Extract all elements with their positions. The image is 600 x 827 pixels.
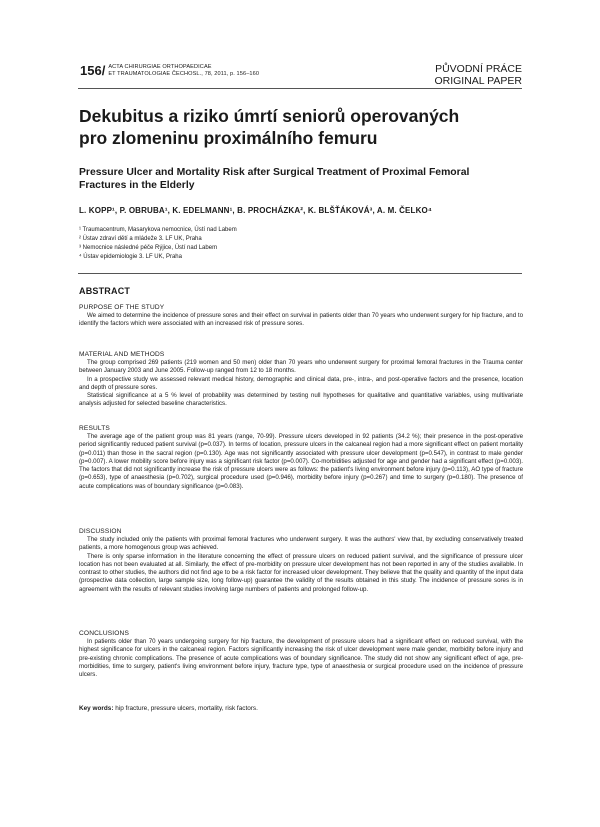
article-title bbox=[79, 106, 529, 149]
methods-heading: MATERIAL AND METHODS bbox=[79, 351, 165, 358]
article-type-cz: PŮVODNÍ PRÁCE bbox=[435, 63, 522, 75]
english-title bbox=[79, 166, 529, 192]
discussion-text bbox=[79, 536, 523, 594]
conclusions-paragraph: In patients older than 70 years undergoing surgery for hip fracture, the development of pressure ulcers had a significant effect on reduced survival, with the highest significance for ulcers in the calcaneal region. Factors significantly increasing the risk of ulcer development were male gender, morbidity before injury and pre-existing chronic complications. The presence of acute complications was of boundary significance. The study did not show any significant effect of age, pre-morbidities, time to surgery, patient's living environment before injury, fracture type, type of anaesthesia or surgical procedure used on the incidence of pressure ulcers. bbox=[79, 638, 523, 679]
keywords bbox=[79, 705, 258, 713]
methods-text bbox=[79, 359, 523, 409]
discussion-heading: DISCUSSION bbox=[79, 528, 122, 535]
article-type bbox=[434, 63, 522, 87]
discussion-paragraph-1: The study included only the patients with proximal femoral fractures who underwent surgery. It was the authors' view that, by excluding conservatively treated patients, a more homogenous group was achieved. bbox=[79, 536, 523, 552]
article-type-en: ORIGINAL PAPER bbox=[434, 75, 522, 87]
affiliation-4: ⁴ Ústav epidemiologie 3. LF UK, Praha bbox=[79, 254, 182, 260]
affiliation-2: ² Ústav zdraví dětí a mládeže 3. LF UK, Praha bbox=[79, 236, 202, 242]
author-list: L. KOPP¹, P. OBRUBA¹, K. EDELMANN¹, B. PROCHÁZKA², K. BLŠŤÁKOVÁ³, A. M. ČELKO⁴ bbox=[79, 206, 432, 215]
affiliation-3: ³ Nemocnice následné péče Rýjice, Ústí nad Labem bbox=[79, 245, 218, 251]
purpose-text bbox=[79, 312, 523, 329]
methods-paragraph-2: In a prospective study we assessed relevant medical history, demographic and clinical data, pre-, intra-, and post-operative factors and the presence, location and depth of pressure sores. bbox=[79, 375, 523, 391]
english-title-line-2: Fractures in the Elderly bbox=[79, 180, 195, 192]
purpose-heading: PURPOSE OF THE STUDY bbox=[79, 304, 165, 311]
keywords-label: Key words: bbox=[79, 705, 114, 712]
title-line-1: Dekubitus a riziko úmrtí seniorů operovaných bbox=[79, 106, 460, 126]
results-text bbox=[79, 433, 523, 491]
methods-paragraph-3: Statistical significance at a 5 % level of probability was determined by testing null hypotheses for qualitative and quantitative variables, using multivariate analysis adjusted for selected baseline characteristics. bbox=[79, 392, 523, 408]
conclusions-heading: CONCLUSIONS bbox=[79, 630, 130, 637]
journal-header bbox=[80, 64, 259, 78]
conclusions-text bbox=[79, 638, 523, 679]
journal-line-2: ET TRAUMATOLOGIAE ČECHOSL., 78, 2011, p. 156–160 bbox=[108, 70, 260, 77]
abstract-rule bbox=[78, 273, 522, 274]
results-heading: RESULTS bbox=[79, 425, 110, 432]
page-number: 156/ bbox=[80, 63, 106, 78]
results-paragraph: The average age of the patient group was 81 years (range, 70-99). Pressure ulcers developed in 92 patients (34.2 %); their presence in the post-operative period significantly reduced patient survival (p=0.037). In terms of location, pressure ulcers in the calcaneal region had a more significant effect on patient mortality (p=0.011) than those in the sacral region (p=0.130). Age was not significantly associated with pressure ulcer development (p=0.547), in contrast to male gender (p=0.007). A lower mobility score before injury was a significant risk factor (p=0.007). Co-morbidities adjusted for age and gender had a significant effect (p=0.003). The factors that did not significantly increase the risk of pressure ulcers were as follows: the patient's living environment before injury (p=0.113), AO type of fracture (p=0.653), type of anaesthesia (p=0.702), surgical procedure used (p=0.946), morbidity before injury (p=0.267) and time to surgery (p=0.180). The presence of acute complications was of boundary significance (p=0.083). bbox=[79, 433, 523, 490]
keywords-list: hip fracture, pressure ulcers, mortality, risk factors. bbox=[115, 705, 258, 712]
purpose-paragraph: We aimed to determine the incidence of pressure sores and their effect on survival in patients older than 70 years who underwent surgery for hip fracture, and to identify the factors which were associated with an increased risk of pressure sores. bbox=[79, 312, 523, 328]
title-line-2: pro zlomeninu proximálního femuru bbox=[79, 127, 378, 148]
abstract-heading: ABSTRACT bbox=[79, 286, 131, 296]
affiliation-1: ¹ Traumacentrum, Masarykova nemocnice, Ústí nad Labem bbox=[79, 227, 237, 233]
journal-citation bbox=[108, 64, 259, 77]
discussion-paragraph-2: There is only sparse information in the literature concerning the effect of pressure ulcers on reduced patient survival, and the significance of pressure ulcer location has not been evaluated at all. Similarly, the effect of pre-morbidity on pressure ulcer development has not been reported in any of the studies available. In contrast to other studies, the authors did not find age to be a risk factor for increased ulcer development. They believe that the quality and quantity of the input data (prospective data collection, large sample size, long follow-up) guarantee the validity of the results obtained in this study. The incidence of pressure sores is in agreement with the results of relevant studies involving large numbers of patients and prolonged follow-up. bbox=[79, 552, 523, 593]
english-title-line-1: Pressure Ulcer and Mortality Risk after Surgical Treatment of Proximal Femoral bbox=[79, 167, 470, 178]
journal-line-1: ACTA CHIRURGIAE ORTHOPAEDICAE bbox=[108, 64, 212, 70]
methods-paragraph-1: The group comprised 269 patients (219 women and 50 men) older than 70 years who underwent surgery for proximal femoral fractures in the Trauma center between January 2003 and June 2005. Follow-up ranged from 12 to 18 months. bbox=[79, 359, 523, 375]
affiliations bbox=[79, 226, 529, 262]
header-rule bbox=[78, 88, 522, 89]
